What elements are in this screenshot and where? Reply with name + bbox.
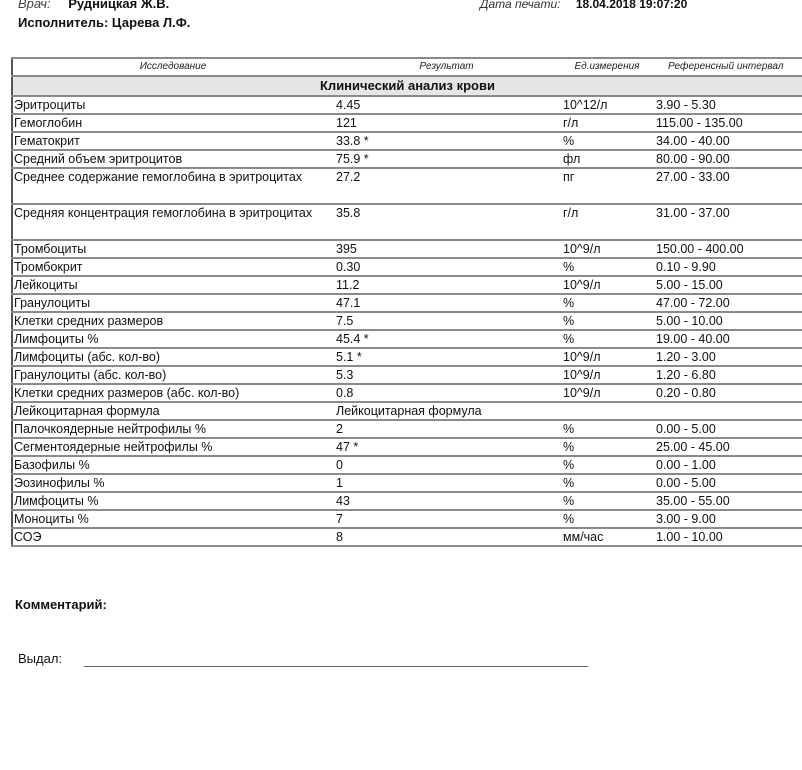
table-row <box>12 366 802 384</box>
cell-test-name: Средняя концентрация гемоглобина в эритроцитах <box>12 204 333 240</box>
cell-unit: % <box>560 474 654 492</box>
table-row <box>12 114 802 132</box>
cell-unit: 10^9/л <box>560 276 654 294</box>
cell-result: 47.1 <box>333 294 560 312</box>
cell-test-name: Моноциты % <box>12 510 333 528</box>
cell-unit: % <box>560 492 654 510</box>
table-row <box>12 294 802 312</box>
cell-unit: % <box>560 312 654 330</box>
table-row <box>12 132 802 150</box>
cell-result: 11.2 <box>333 276 560 294</box>
cell-result: 4.45 <box>333 96 560 114</box>
cell-result: 5.1 * <box>333 348 560 366</box>
column-header-reference: Референсный интервал <box>654 58 802 76</box>
cell-reference: 3.90 - 5.30 <box>654 96 802 114</box>
issued-label: Выдал: <box>18 651 63 666</box>
cell-test-name: Клетки средних размеров <box>12 312 333 330</box>
cell-reference: 3.00 - 9.00 <box>654 510 802 528</box>
cell-unit: % <box>560 330 654 348</box>
column-header-result: Результат <box>333 58 560 76</box>
table-row <box>12 96 802 114</box>
cell-unit: % <box>560 456 654 474</box>
table-row <box>12 474 802 492</box>
cell-test-name: Клетки средних размеров (абс. кол-во) <box>12 384 333 402</box>
cell-result: 47 * <box>333 438 560 456</box>
results-table <box>11 57 802 547</box>
cell-reference: 1.20 - 3.00 <box>654 348 802 366</box>
cell-test-name: Гранулоциты <box>12 294 333 312</box>
cell-test-name: Тромбоциты <box>12 240 333 258</box>
cell-test-name: Тромбокрит <box>12 258 333 276</box>
cell-test-name: Лимфоциты (абс. кол-во) <box>12 348 333 366</box>
cell-result: 43 <box>333 492 560 510</box>
cell-unit: % <box>560 510 654 528</box>
cell-result: 0 <box>333 456 560 474</box>
cell-test-name: Гранулоциты (абс. кол-во) <box>12 366 333 384</box>
table-row <box>12 330 802 348</box>
cell-reference: 80.00 - 90.00 <box>654 150 802 168</box>
cell-test-name: Гемоглобин <box>12 114 333 132</box>
cell-reference: 47.00 - 72.00 <box>654 294 802 312</box>
cell-reference: 0.00 - 5.00 <box>654 474 802 492</box>
section-row <box>12 76 802 96</box>
table-row <box>12 510 802 528</box>
cell-result: 7 <box>333 510 560 528</box>
cell-result: 35.8 <box>333 204 560 240</box>
cell-reference: 0.10 - 9.90 <box>654 258 802 276</box>
cell-test-name: Палочкоядерные нейтрофилы % <box>12 420 333 438</box>
doctor-line <box>18 0 169 11</box>
cell-result: 45.4 * <box>333 330 560 348</box>
cell-test-name: Эозинофилы % <box>12 474 333 492</box>
table-row <box>12 276 802 294</box>
signature-line <box>84 666 588 667</box>
cell-test-name: Сегментоядерные нейтрофилы % <box>12 438 333 456</box>
cell-test-name: Лейкоцитарная формула <box>12 402 333 420</box>
column-header-unit: Ед.измерения <box>560 58 654 76</box>
cell-unit: 10^9/л <box>560 348 654 366</box>
cell-reference: 5.00 - 15.00 <box>654 276 802 294</box>
cell-result: 5.3 <box>333 366 560 384</box>
cell-reference: 5.00 - 10.00 <box>654 312 802 330</box>
cell-unit: г/л <box>560 204 654 240</box>
print-date-line <box>480 0 687 11</box>
cell-result: 0.8 <box>333 384 560 402</box>
cell-result: 2 <box>333 420 560 438</box>
cell-test-name: Гематокрит <box>12 132 333 150</box>
cell-result: 75.9 * <box>333 150 560 168</box>
cell-reference: 0.00 - 5.00 <box>654 420 802 438</box>
cell-result: 0.30 <box>333 258 560 276</box>
table-row <box>12 528 802 546</box>
table-row <box>12 168 802 204</box>
table-row <box>12 150 802 168</box>
table-row <box>12 438 802 456</box>
cell-reference: 0.20 - 0.80 <box>654 384 802 402</box>
cell-unit: г/л <box>560 114 654 132</box>
cell-test-name: Лейкоциты <box>12 276 333 294</box>
cell-reference: 35.00 - 55.00 <box>654 492 802 510</box>
table-row <box>12 492 802 510</box>
table-row <box>12 402 802 420</box>
cell-result: 121 <box>333 114 560 132</box>
table-row <box>12 420 802 438</box>
cell-test-name: Средний объем эритроцитов <box>12 150 333 168</box>
cell-reference: 0.00 - 1.00 <box>654 456 802 474</box>
cell-unit: % <box>560 438 654 456</box>
cell-unit: 10^12/л <box>560 96 654 114</box>
cell-unit: % <box>560 420 654 438</box>
table-row <box>12 240 802 258</box>
cell-reference: 115.00 - 135.00 <box>654 114 802 132</box>
cell-reference: 31.00 - 37.00 <box>654 204 802 240</box>
cell-result: Лейкоцитарная формула <box>333 402 560 420</box>
table-row <box>12 384 802 402</box>
cell-test-name: СОЭ <box>12 528 333 546</box>
section-title: Клинический анализ крови <box>12 76 802 96</box>
cell-result: 1 <box>333 474 560 492</box>
cell-reference <box>654 402 802 420</box>
cell-unit <box>560 402 654 420</box>
cell-result: 8 <box>333 528 560 546</box>
cell-test-name: Базофилы % <box>12 456 333 474</box>
column-header-test: Исследование <box>12 58 333 76</box>
cell-reference: 150.00 - 400.00 <box>654 240 802 258</box>
cell-unit: фл <box>560 150 654 168</box>
cell-result: 27.2 <box>333 168 560 204</box>
print-date-value: 18.04.2018 19:07:20 <box>575 0 688 11</box>
cell-result: 395 <box>333 240 560 258</box>
cell-reference: 27.00 - 33.00 <box>654 168 802 204</box>
table-row <box>12 348 802 366</box>
cell-reference: 25.00 - 45.00 <box>654 438 802 456</box>
comment-label: Комментарий: <box>15 597 107 612</box>
executor-line: Исполнитель: Царева Л.Ф. <box>18 15 191 30</box>
cell-unit: % <box>560 132 654 150</box>
cell-reference: 1.00 - 10.00 <box>654 528 802 546</box>
table-row <box>12 204 802 240</box>
cell-unit: % <box>560 258 654 276</box>
table-header-row <box>12 58 802 76</box>
cell-reference: 34.00 - 40.00 <box>654 132 802 150</box>
doctor-label: Врач: <box>18 0 51 11</box>
table-row <box>12 312 802 330</box>
cell-test-name: Лимфоциты % <box>12 330 333 348</box>
cell-test-name: Среднее содержание гемоглобина в эритроцитах <box>12 168 333 204</box>
print-date-label: Дата печати: <box>480 0 561 11</box>
table-row <box>12 258 802 276</box>
cell-test-name: Лимфоциты % <box>12 492 333 510</box>
table-row <box>12 456 802 474</box>
cell-unit: % <box>560 294 654 312</box>
cell-unit: 10^9/л <box>560 384 654 402</box>
cell-unit: мм/час <box>560 528 654 546</box>
doctor-name: Рудницкая Ж.В. <box>68 0 170 11</box>
cell-result: 33.8 * <box>333 132 560 150</box>
cell-test-name: Эритроциты <box>12 96 333 114</box>
cell-unit: 10^9/л <box>560 366 654 384</box>
cell-unit: 10^9/л <box>560 240 654 258</box>
cell-unit: пг <box>560 168 654 204</box>
cell-result: 7.5 <box>333 312 560 330</box>
cell-reference: 1.20 - 6.80 <box>654 366 802 384</box>
cell-reference: 19.00 - 40.00 <box>654 330 802 348</box>
